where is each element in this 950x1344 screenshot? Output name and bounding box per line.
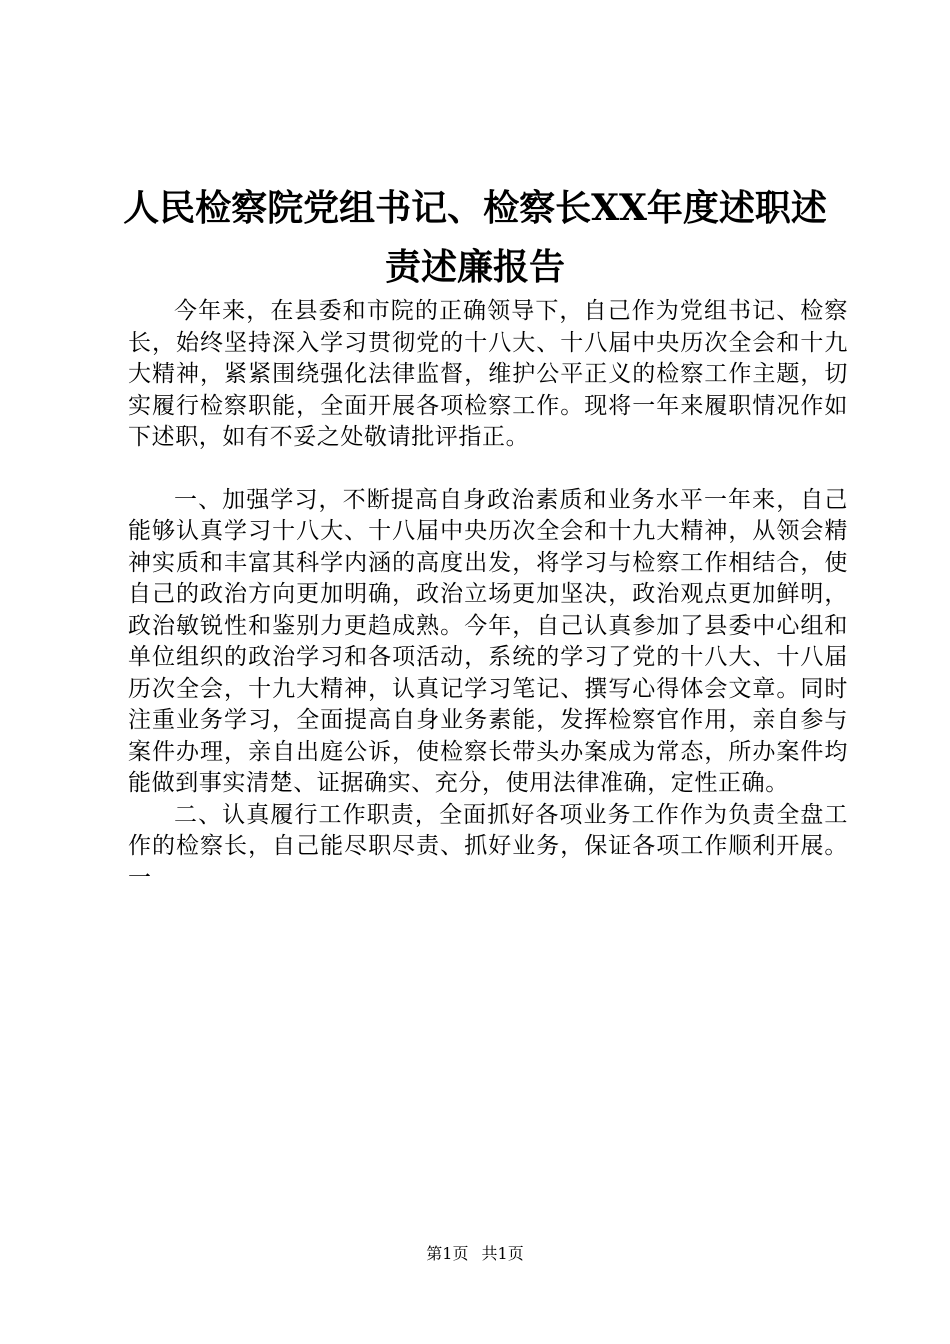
paragraph-section-1: 一、加强学习，不断提高自身政治素质和业务水平一年来，自己能够认真学习十八大、十八届中央历次全会和十九大精神，从领会精神实质和丰富其科学内涵的高度出发，将学习与检察工作相结合，使自己的政治方向更加明确，政治立场更加坚决，政治观点更加鲜明，政治敏锐性和鉴别力更趋成熟。今年，自己认真参加了县委中心组和单位组织的政治学习和各项活动，系统的学习了党的十八大、十八届历次全会，十九大精神，认真记学习笔记、撰写心得体会文章。同时注重业务学习，全面提高自身业务素能，发挥检察官作用，亲自参与案件办理，亲自出庭公诉，使检察长带头办案成为常态，所办案件均能做到事实清楚、证据确实、充分，使用法律准确，定性正确。	[128, 486, 848, 796]
paragraph-intro: 今年来，在县委和市院的正确领导下，自己作为党组书记、检察长，始终坚持深入学习贯彻党的十八大、十八届中央历次全会和十九大精神，紧紧围绕强化法律监督，维护公平正义的检察工作主题，切实履行检察职能，全面开展各项检察工作。现将一年来履职情况作如下述职，如有不妥之处敬请批评指正。	[128, 298, 848, 450]
page-footer	[0, 1244, 950, 1264]
paragraph-section-2: 二、认真履行工作职责，全面抓好各项业务工作作为负责全盘工作的检察长，自己能尽职尽责、抓好业务，保证各项工作顺利开展。一	[128, 801, 848, 891]
document-title-line-1: 人民检察院党组书记、检察长XX年度述职述	[123, 187, 827, 229]
document-title-line-2: 责述廉报告	[384, 246, 565, 288]
document-body	[128, 296, 848, 894]
page-number: 第1页	[426, 1244, 469, 1263]
page-count: 共1页	[481, 1244, 524, 1263]
